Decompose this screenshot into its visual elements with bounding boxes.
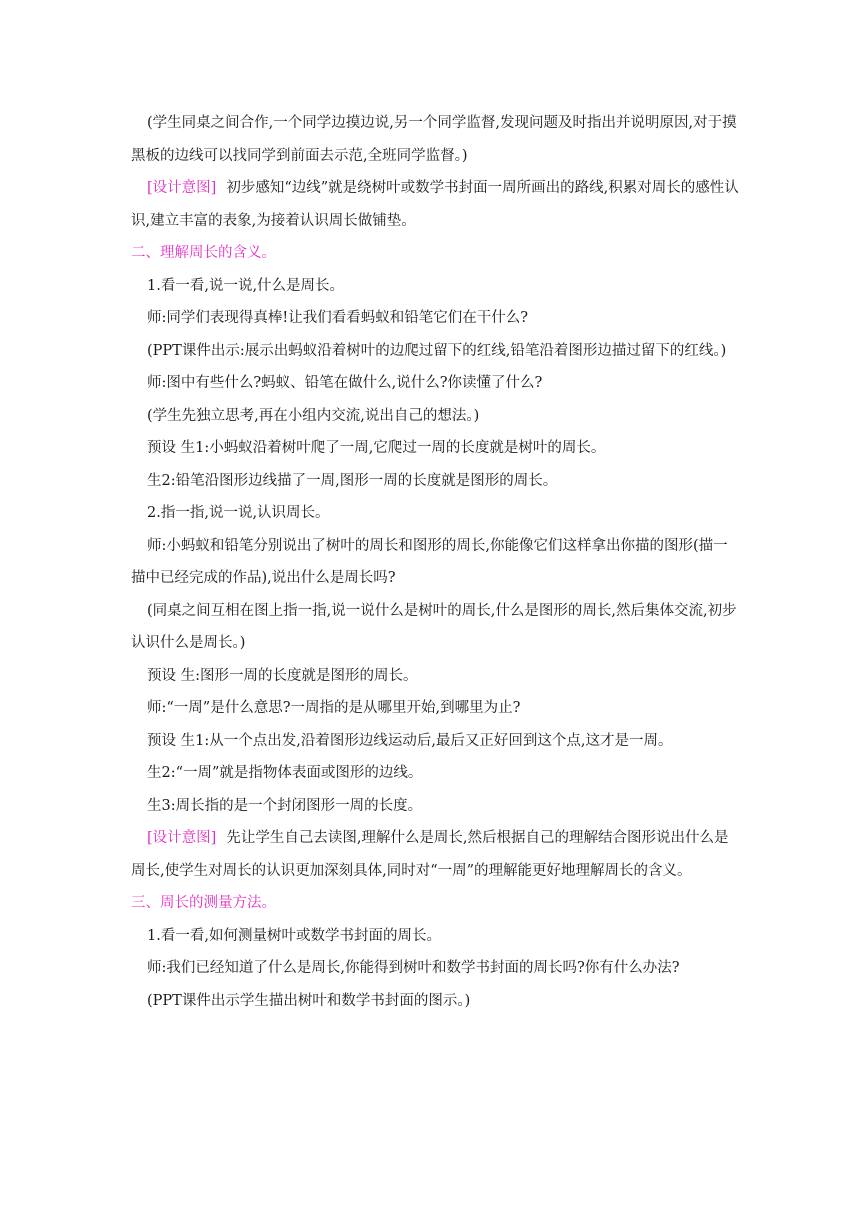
design-intent-tag: [设计意图] <box>147 180 217 196</box>
paragraph: 1.看一看,如何测量树叶或数学书封面的周长。 <box>147 927 441 944</box>
paragraph: (PPT课件出示:展示出蚂蚁沿着树叶的边爬过留下的红线,铅笔沿着图形边描过留下的红线。) <box>147 342 727 359</box>
paragraph: (同桌之间互相在图上指一指,说一说什么是树叶的周长,什么是图形的周长,然后集体交流,初步认识什么是周长。) <box>131 602 737 651</box>
paragraph: 师:图中有些什么?蚂蚁、铅笔在做什么,说什么?你读懂了什么? <box>147 375 543 391</box>
paragraph: 1.看一看,说一说,什么是周长。 <box>147 277 345 294</box>
paragraph: 预设 生1:小蚂蚁沿着树叶爬了一周,它爬过一周的长度就是树叶的周长。 <box>147 440 606 456</box>
section-heading: 三、周长的测量方法。 <box>131 895 276 911</box>
design-intent-tag: [设计意图] <box>147 830 217 846</box>
paragraph: 生2:“一周”就是指物体表面或图形的边线。 <box>147 765 423 781</box>
paragraph: 预设 生1:从一个点出发,沿着图形边线运动后,最后又正好回到这个点,这才是一周。 <box>147 732 673 749</box>
paragraph: 师:我们已经知道了什么是周长,你能得到树叶和数学书封面的周长吗?你有什么办法? <box>147 960 680 976</box>
design-intent-paragraph <box>131 172 741 237</box>
paragraph: (学生同桌之间合作,一个同学边摸边说,另一个同学监督,发现问题及时指出并说明原因,对于摸黑板的边线可以找同学到前面去示范,全班同学监督。) <box>131 115 737 164</box>
paragraph: 师:同学们表现得真棒!让我们看看蚂蚁和铅笔它们在干什么? <box>147 310 528 326</box>
paragraph: 师:“一周”是什么意思?一周指的是从哪里开始,到哪里为止? <box>147 700 521 716</box>
section-heading: 二、理解周长的含义。 <box>131 245 276 261</box>
paragraph: 师:小蚂蚁和铅笔分别说出了树叶的周长和图形的周长,你能像它们这样拿出你描的图形(描一描中已经完成的作品),说出什么是周长吗? <box>131 537 728 586</box>
paragraph: 生2:铅笔沿图形边线描了一周,图形一周的长度就是图形的周长。 <box>147 472 558 489</box>
paragraph: (学生先独立思考,再在小组内交流,说出自己的想法。) <box>147 407 480 424</box>
paragraph-text: 先让学生自己去读图,理解什么是周长,然后根据自己的理解结合图形说出什么是周长,使学生对周长的认识更加深刻具体,同时对“一周”的理解能更好地理解周长的含义。 <box>131 830 729 879</box>
paragraph: 生3:周长指的是一个封闭图形一周的长度。 <box>147 797 423 814</box>
paragraph-text: 初步感知“边线”就是绕树叶或数学书封面一周所画出的路线,积累对周长的感性认识,建立丰富的表象,为接着认识周长做铺垫。 <box>131 180 739 229</box>
document-body <box>131 107 741 1017</box>
paragraph: 预设 生:图形一周的长度就是图形的周长。 <box>147 667 418 684</box>
paragraph: 2.指一指,说一说,认识周长。 <box>147 505 330 521</box>
paragraph: (PPT课件出示学生描出树叶和数学书封面的图示。) <box>147 992 471 1009</box>
design-intent-paragraph <box>131 822 741 887</box>
